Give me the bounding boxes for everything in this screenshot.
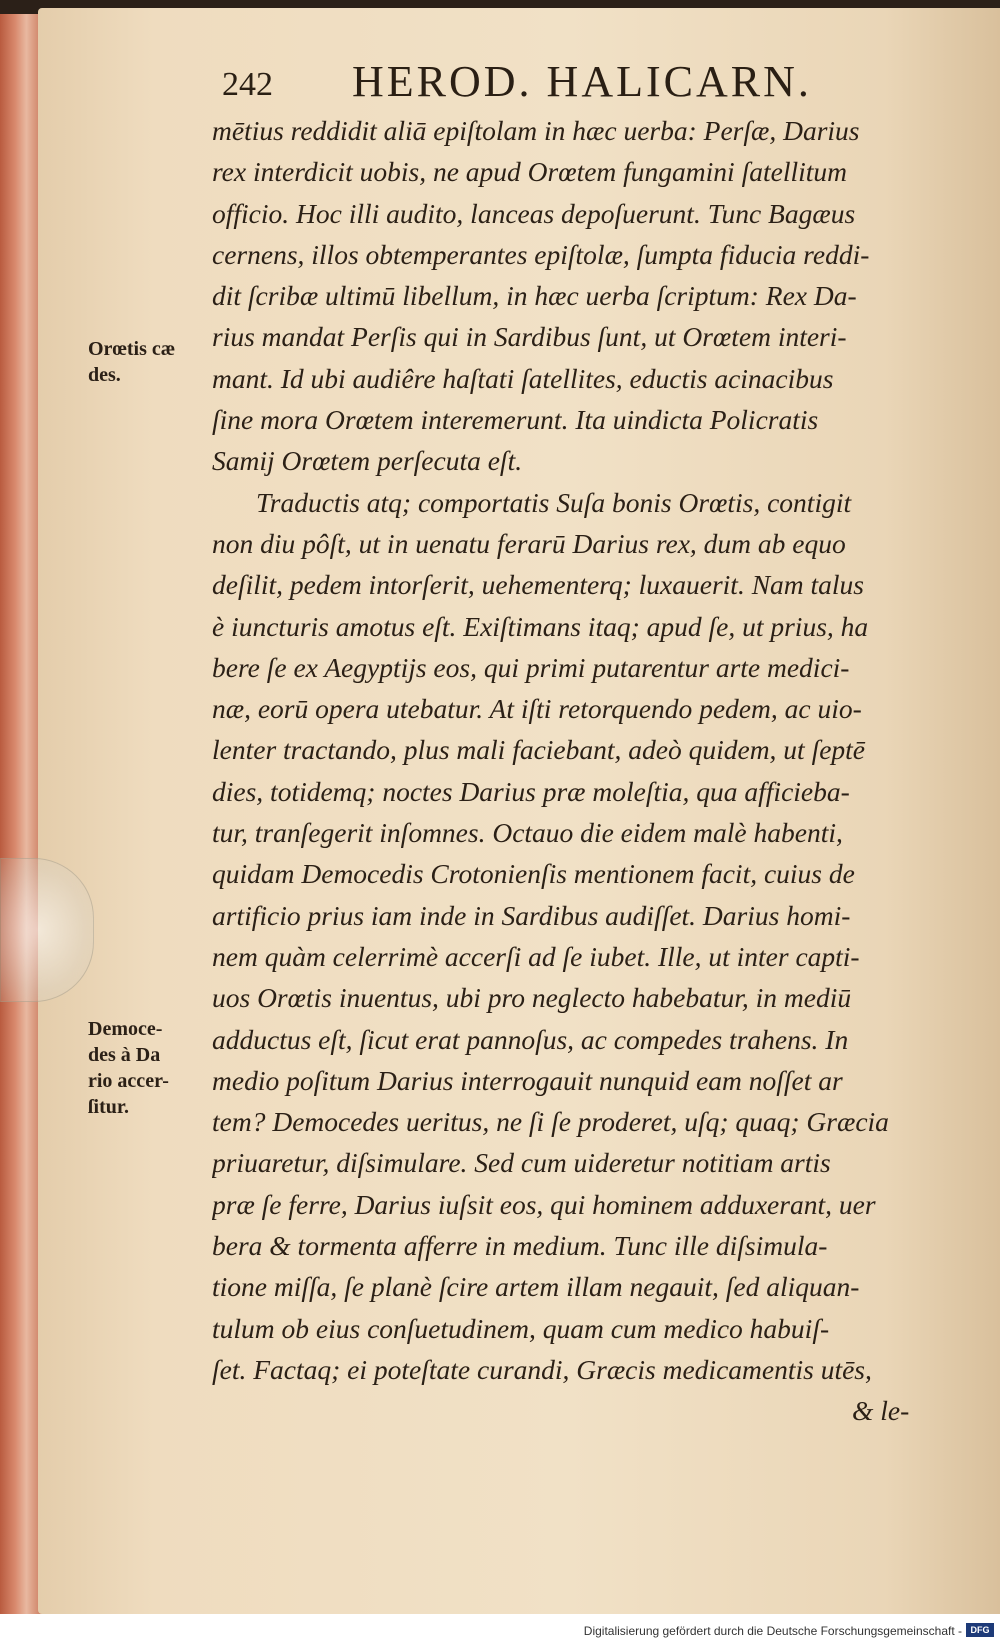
text-line: tulum ob eius conſuetudinem, quam cum medico habuiſ- xyxy=(212,1312,830,1344)
text-line: rius mandat Perſis qui in Sardibus ſunt, ut Orœtem interi- xyxy=(212,321,847,353)
marginal-note-line: Democe- xyxy=(88,1018,163,1040)
text-line: tem? Democedes ueritus, ne ſi ſe proderet, uſq; quaq; Græcia xyxy=(212,1106,889,1138)
marginal-note-line: ſitur. xyxy=(88,1096,129,1118)
text-line: bera & tormenta afferre in medium. Tunc ille diſsimula- xyxy=(212,1230,828,1262)
marginal-note-line: des à Da xyxy=(88,1044,161,1066)
running-title: HEROD. HALICARN. xyxy=(352,57,812,106)
paragraph-start-line: Traductis atq; comportatis Suſa bonis Orœtis, contigit xyxy=(256,486,852,518)
text-line: rex interdicit uobis, ne apud Orœtem fungamini ſatellitum xyxy=(212,156,847,188)
text-line: dies, totidemq; noctes Darius præ moleſtia, qua afficieba- xyxy=(212,775,850,807)
text-line: medio poſitum Darius interrogauit nunquid eam noſſet ar xyxy=(212,1064,843,1096)
text-line: artificio prius iam inde in Sardibus audiſſet. Darius homi- xyxy=(212,899,851,931)
text-line: tione miſſa, ſe planè ſcire artem illam negauit, ſed aliquan- xyxy=(212,1271,860,1303)
text-line: ſet. Factaq; ei poteſtate curandi, Græcis medicamentis utēs, xyxy=(212,1353,872,1385)
text-line: tur, tranſegerit inſomnes. Octauo die eidem malè habenti, xyxy=(212,817,843,849)
text-line: mētius reddidit aliā epiſtolam in hæc uerba: Perſæ, Darius xyxy=(212,115,860,146)
text-line: Samij Orœtem perſecuta eſt. xyxy=(212,445,523,477)
page-number: 242 xyxy=(222,66,273,103)
text-line: ſine mora Orœtem interemerunt. Ita uindicta Policratis xyxy=(212,404,819,436)
text-line: officio. Hoc illi audito, lanceas depoſuerunt. Tunc Bagæus xyxy=(212,197,856,229)
catchword: & le- xyxy=(852,1395,910,1427)
dfg-logo-icon: DFG xyxy=(966,1623,994,1637)
marginal-note-democedes xyxy=(88,1016,169,1120)
text-line: bere ſe ex Aegyptijs eos, qui primi putarentur arte medici- xyxy=(212,651,850,683)
marginal-note-line: Orœtis cæ xyxy=(88,338,176,360)
dfg-credit-text: Digitalisierung gefördert durch die Deutsche Forschungsgemeinschaft - xyxy=(583,1624,962,1638)
digitization-footer xyxy=(0,1614,1000,1646)
text-line: næ, eorū opera utebatur. At iſti retorquendo pedem, ac uio- xyxy=(212,693,862,725)
text-line: deſilit, pedem intorſerit, uehementerq; luxauerit. Nam talus xyxy=(212,569,864,601)
text-line: dit ſcribæ ultimū libellum, in hæc uerba ſcriptum: Rex Da- xyxy=(212,280,857,312)
bookmark-clip xyxy=(0,858,94,1002)
text-line: non diu pôſt, ut in uenatu ferarū Darius rex, dum ab equo xyxy=(212,527,846,559)
text-line: cernens, illos obtemperantes epiſtolæ, ſumpta fiducia reddi- xyxy=(212,238,870,270)
text-line: uos Orœtis inuentus, ubi pro neglecto habebatur, in mediū xyxy=(212,982,852,1014)
text-line: adductus eſt, ſicut erat pannoſus, ac compedes trahens. In xyxy=(212,1023,849,1055)
text-line: præ ſe ferre, Darius iuſsit eos, qui hominem adduxerant, uer xyxy=(212,1188,876,1220)
text-line: è iuncturis amotus eſt. Exiſtimans itaq; apud ſe, ut prius, ha xyxy=(212,610,869,642)
text-line: nem quàm celerrimè accerſi ad ſe iubet. Ille, ut inter capti- xyxy=(212,940,860,972)
marginal-note-line: rio accer- xyxy=(88,1070,169,1092)
body-text xyxy=(212,110,967,1432)
text-line: quidam Democedis Crotonienſis mentionem facit, cuius de xyxy=(212,858,855,890)
text-line: priuaretur, diſsimulare. Sed cum uideretur notitiam artis xyxy=(212,1147,831,1179)
running-head xyxy=(222,52,942,104)
text-line: lenter tractando, plus mali faciebant, adeò quidem, ut ſeptē xyxy=(212,734,866,766)
marginal-note-line: des. xyxy=(88,364,121,386)
text-line: mant. Id ubi audiêre haſtati ſatellites, eductis acinacibus xyxy=(212,362,834,394)
marginal-note-orcetis xyxy=(88,336,175,388)
